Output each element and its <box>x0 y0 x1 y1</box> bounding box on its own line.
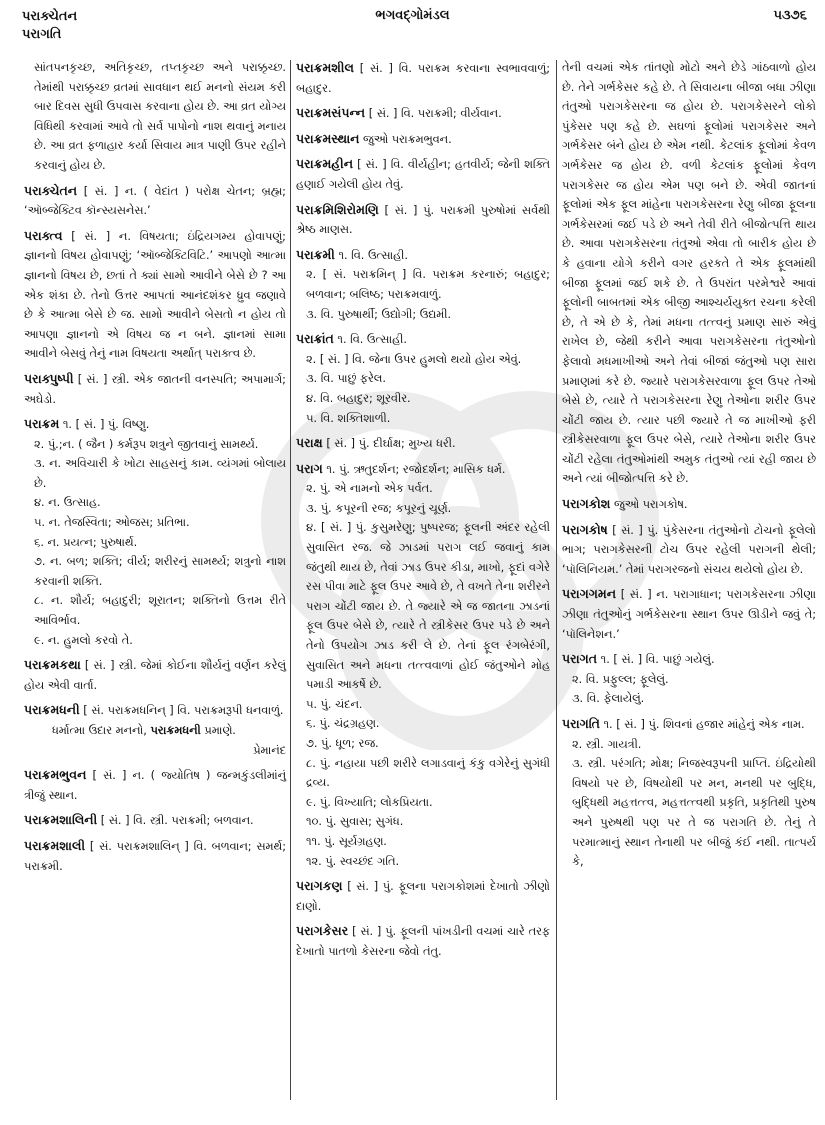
column-2 <box>296 58 550 1119</box>
dictionary-entry <box>24 414 286 650</box>
dictionary-entry <box>296 154 550 194</box>
headword: પરાક્ત્વ <box>24 227 63 243</box>
dictionary-entry <box>296 103 550 124</box>
dictionary-entry <box>562 520 816 580</box>
definition: ૧. વિ. ઉત્સાહી. <box>337 333 407 347</box>
definition: ૧. [ સં. ] વિ. પાછું ગયેલું. <box>600 653 715 667</box>
page-number: ૫૩૭૬ <box>773 8 807 23</box>
headword: પરાક્ચેતન <box>24 182 78 198</box>
headword: પરાક્રમ <box>24 416 60 432</box>
sub-sense: ૬. ન. પ્રયત્ન; પુરુષાર્થ. <box>34 535 138 549</box>
sub-sense: ૩. ન. અવિચારી કે ખોટા સાહસનું કામ. વ્યંગમાં બોલાય છે. <box>34 457 286 490</box>
definition: [ સં. ] પું. દીર્ઘાક્ષ; મુખ્ય ધરી. <box>326 437 456 451</box>
sub-sense: ૪. [ સં. ] પું. કુસુમરેણુ; પુષ્પરજ; ફૂલની અંદર રહેલી સુવાસિત રજ. જે ઝાડમાં પરાગ લઈ જવાનું કામ જંતુથી થાય છે, તેવાં ઝાડ ઉપર કીડા, માખો, ફૂદાં વગેરે રસ પીવા માટે ફૂલ ઉપર આવે છે, તે વખતે તેના શરીરને પરાગ ચોંટી જાય છે. તે જ્યારે એ જ જાતના ઝાડનાં ફૂલ ઉપર બેસે છે, ત્યારે તે સ્ત્રીકેસર ઉપર પડે છે અને તેનો ઉપયોગ ઝાડ કરી લે છે. તેનાં ફૂલ રંગબેરંગી, સુવાસિત અને મધના તત્ત્વવાળાં હોઈ જંતુઓને મોહ પમાડી આકર્ષે છે. <box>306 521 550 692</box>
sub-sense: ૮. ન. શૌર્ય; બહાદુરી; શૂરાતન; શક્તિનો ઉત્તમ રીતે આવિર્ભાવ. <box>34 594 286 628</box>
sub-sense: ૨. પું. એ નામનો એક પર્વત. <box>306 482 433 496</box>
sub-sense: ૧૧. પું. સૂર્યગ્રહણ. <box>306 834 387 848</box>
guide-word-last: પરાગતિ <box>22 27 62 42</box>
sub-sense: ૪. વિ. બહાદુર; શૂરવીર. <box>306 391 411 405</box>
definition: જુઓ પરાક્રમભુવન. <box>363 132 452 146</box>
column-divider <box>556 60 557 1100</box>
headword: પરાગ <box>296 460 323 476</box>
sub-sense: ૫. ન. તેજસ્વિતા; ઓજસ; પ્રતિભા. <box>34 516 190 530</box>
column-1 <box>24 58 286 1119</box>
sub-sense: ૨. [ સં. ] વિ. જેના ઉપર હુમલો થયો હોય એવું. <box>306 352 522 366</box>
headword: પરાક્રમશાલી <box>24 837 86 853</box>
dictionary-entry <box>296 129 550 150</box>
sub-sense: ૭. પું. ધૂળ; રજ. <box>306 737 379 750</box>
definition: [ સં. ] વિ. પરાક્રમી; વીર્યવાન. <box>368 107 502 121</box>
sub-sense: ૨. સ્ત્રી. ગાયત્રી. <box>572 737 642 751</box>
headword: પરાક્રમશીલ <box>296 60 354 75</box>
definition: [ સં. ] ન. ( વેદાંત ) પરોક્ષ ચેતન; બ્રહ્મ; ‘ઑબ્જેક્ટિવ કૉન્સ્યસનેસ.’ <box>24 184 286 218</box>
dictionary-entry <box>296 876 550 916</box>
sub-sense: ૩. વિ. ફેલાયેલું. <box>572 692 645 706</box>
headword: પરાક્રમભુવન <box>24 767 87 783</box>
definition: [ સં. ] પું. પરાક્રમી પુરુષોમાં સર્વથી શ્રેષ્ઠ માણસ. <box>296 203 550 237</box>
dictionary-entry <box>562 584 816 644</box>
definition: [ સં. ] ન. વિષયતા; ઇંદ્રિયગમ્ય હોવાપણું; જ્ઞાનનો વિષય હોવાપણું; ‘ઑબ્જેક્ટિવિટિ.’ આપણો આત્મા જ્ઞાનનો વિષય છે, છતાં તે ક્યાં સામો આવીને બેસે છે ? આ એક શંકા છે. તેનો ઉત્તર આપતાં આનંદશંકર ધ્રુવ જણાવે છે કે આત્મા બેસે છે જ. સામો આવીને બેસતો ન હોય તો આપણા જ્ઞાનનો એ વિષય જ ન બને. જ્ઞાનમાં સામા આવીને બેસવું તેનું નામ વિષયતા અર્થાત્ પરાક્ત્વ છે. <box>24 229 286 361</box>
dictionary-entry <box>562 494 816 515</box>
headword: પરાક્રમિશિરોમણિ <box>296 201 379 217</box>
definition: [ સં. ] પું. પુંકેસરના તંતુઓનો ટોચનો ફૂલેલો ભાગ; પરાગકેસરની ટોચ ઉપર રહેલી પરાગની થેલી; ‘પૉલિનિયમ.’ તેમાં પરાગરજનો સંચય થયેલો હોય છે. <box>562 523 816 576</box>
entry-list <box>562 494 816 872</box>
dictionary-entry <box>296 459 550 871</box>
sub-sense: ૩. વિ. પુરુષાર્થી; ઉદ્યોગી; ઉદ્યમી. <box>306 307 452 321</box>
definition: [ સં. ] સ્ત્રી. એક જાતની વનસ્પતિ; અપામાર્ગ; અઘેડો. <box>24 372 286 406</box>
sub-sense: ૨. વિ. પ્રફુલ્લ; ફૂલેલું. <box>572 672 669 686</box>
headword: પરાક્ષ <box>296 435 323 451</box>
guide-word-first: પરાક્ચેતન <box>22 9 78 24</box>
headword: પરાક્રમધની <box>24 702 80 718</box>
sub-sense: ૫. વિ. શક્તિશાળી. <box>306 411 391 425</box>
definition: [ સં. ] વિ. સ્ત્રી. પરાક્રમી; બળવાન. <box>100 814 254 828</box>
definition: જુઓ પરાગકોષ. <box>613 498 688 512</box>
sub-sense: ૩. વિ. પાછું ફરેલ. <box>306 372 386 386</box>
headword: પરાગકોશ <box>562 496 611 512</box>
sub-sense: ૯. ન. હુમલો કરવો તે. <box>34 633 133 647</box>
headword: પરાક્રમશાલિની <box>24 812 98 828</box>
headword: પરાક્રમસ્થાન <box>296 130 360 146</box>
continuation-text: સાંતપનકૃચ્છ, અતિકૃચ્છ, તપ્તકૃચ્છ અને પરાક્કૃચ્છ. તેમાંથી પરાક્કૃચ્છ વ્રતમાં સાવધાન થઈ મનનો સંયમ કરી બાર દિવસ સુધી ઉપવાસ કરવાના હોય છે. આ વ્રત યોગ્ય વિધિથી કરવામાં આવે તો સર્વ પાપોનો નાશ થવાનું મનાય છે. આ વ્રત ફળાહાર કર્યા સિવાય માત્ર પાણી ઉપર રહીને કરવાનું હોય છે. <box>34 61 286 172</box>
quote-text: પ્રમાણે. <box>200 724 236 737</box>
dictionary-entry <box>24 810 286 831</box>
dictionary-entry <box>24 765 286 805</box>
dictionary-entry <box>24 655 286 695</box>
definition: [ સં. ] ન. પરાગાધાન; પરાગકેસરના ઝીણા ઝીણા તંતુઓનું ગર્ભકેસરના સ્થાન ઉપર ઊડીને જવું તે; ‘પૉલિનેશન.’ <box>562 588 817 641</box>
dictionary-entry <box>24 836 286 876</box>
headword: પરાગકોષ <box>562 521 608 537</box>
headword: પરાક્રમકથા <box>24 657 81 673</box>
book-title: ભગવદ્ગોમંડલ <box>375 8 450 23</box>
definition: [ સં. ] પું. ફૂલની પાંખડીની વચમાં ચારે તરફ દેખાતો પાતળો કેસરના જેવો તંતુ. <box>296 925 551 958</box>
sub-sense: ૩. સ્ત્રી. પરંગતિ; મોક્ષ; નિજસ્વરૂપની પ્રાપ્તિ. ઇંદ્રિયોથી વિષયો પર છે, વિષયોથી પર મન, મનથી પર બુદ્ધિ, બુદ્ધિથી મહત્તત્ત્વ, મહત્તત્ત્વથી પ્રકૃતિ, પ્રકૃતિથી પુરુષ અને પુરુષથી પણ પર તે જ પરાગતિ છે. તેનું તે પરમાત્માનું સ્થાન તેનાથી પર બીજું કંઈ નથી. તાત્પર્ય કે, <box>572 757 816 869</box>
definition: ૧. [ સં. ] પું. શિવનાં હજાર માંહેનું એક નામ. <box>603 718 805 731</box>
continuation-text: તેની વચમાં એક તાંતણો મોટો અને છેડે ગાંઠવાળો હોય છે. તેને ગર્ભકેસર કહે છે. તે સિવાયના બીજા બધા ઝીણા તંતુઓ પરાગકેસરના જ હોય છે. પરાગકેસરને લોકો પુંકેસર પણ કહે છે. સઘળાં ફૂલોમાં પરાગકેસર અને ગર્ભકેસર બંને હોય છે એમ નથી. કેટલાંક ફૂલોમાં કેવળ ગર્ભકેસર જ હોય છે. વળી કેટલાંક ફૂલોમાં કેવળ પરાગકેસર જ હોય એમ પણ બને છે. એવી જાતનાં ફૂલોમાં એક ફૂલ માંહેના પરાગકેસરના રેણુ બીજા ફૂલના ગર્ભકેસરમાં જઈ પડે છે અને તેવી રીતે બીજોત્પત્તિ થાય છે. આવા પરાગકેસરના તંતુઓ એવા તો બારીક હોય છે કે હવાના યોગે કરીને વગર હરકતે તે એક ફૂલમાંથી બીજા ફૂલમાં જઈ શકે છે. તે ઉપરાંત પરમેશ્વરે આવાં ફૂલોની બાબતમાં એક બીજી આશ્ચર્યયુક્ત રચના કરેલી છે, તે એ છે કે, તેમાં મધના તત્ત્વનું પ્રમાણ સારું એવું રાખેલ છે, જેથી કરીને આવા પરાગકેસરના તંતુઓનો ફેલાવો મધમાખીઓ અને તેવાં બીજાં જંતુઓ પણ સારા પ્રમાણમાં કરે છે. જ્યારે પરાગકેસરવાળા ફૂલ ઉપર તેઓ બેસે છે, ત્યારે તે પરાગકેસરના રેણુ તેઓના શરીર ઉપર ચોંટી જાય છે. ત્યાર પછી જ્યારે તે જ માખીઓ ફરી સ્ત્રીકેસરવાળા ફૂલ ઉપર બેસે, ત્યારે તેઓના શરીર ઉપર ચોંટી રહેલા તંતુઓમાંથી અમુક તંતુઓ ત્યાં રહી જાય છે અને ત્યાં બીજોત્પત્તિ કરે છે. <box>562 61 816 486</box>
quote-source: પ્રેમાનંદ <box>253 743 286 757</box>
entry-list <box>296 58 550 962</box>
column-3 <box>562 58 816 1119</box>
sub-sense: ૯. પું. વિખ્યાતિ; લોકપ્રિયતા. <box>306 795 433 809</box>
sub-sense: ૭. ન. બળ; શક્તિ; વીર્ય; શરીરનું સામર્થ્ય; શત્રુનો નાશ કરવાની શક્તિ. <box>34 555 286 588</box>
dictionary-entry <box>562 649 816 709</box>
sub-sense: ૧૦. પું. સુવાસ; સુગંધ. <box>306 815 404 829</box>
definition: ૧. વિ. ઉત્સાહી. <box>338 248 408 262</box>
sub-sense: ૨. [ સં. પરાક્રમિન્ ] વિ. પરાક્રમ કરનારું; બહાદુર; બળવાન; બલિષ્ઠ; પરાક્રમવાળું. <box>306 268 550 301</box>
dictionary-entry <box>24 181 286 221</box>
headword: પરાક્પુષ્પી <box>24 370 74 386</box>
dictionary-entry <box>562 714 816 872</box>
entry-list <box>24 181 286 877</box>
column-divider <box>290 60 291 1100</box>
headword: પરાગત <box>562 651 598 667</box>
citation-quote <box>24 721 286 741</box>
headword: પરાક્રાંત <box>296 331 334 347</box>
dictionary-entry <box>24 226 286 364</box>
sub-sense: ૪. ન. ઉત્સાહ. <box>34 496 101 510</box>
quote-headword: પરાક્રમધની <box>150 724 201 737</box>
headword: પરાક્રમી <box>296 246 335 262</box>
sub-sense: ૮. પું. નહાયા પછી શરીરે લગાડવાનું કંકુ વગેરેનું સુગંધી દ્રવ્ય. <box>306 756 550 790</box>
headword: પરાગકેસર <box>296 923 349 939</box>
dictionary-entry <box>296 58 550 98</box>
definition: ૧. [ સં. ] પું. વિષ્ણુ. <box>62 418 150 432</box>
dictionary-entry <box>296 433 550 454</box>
sub-sense: ૫. પું. ચંદન. <box>306 697 363 711</box>
sub-sense: ૧૨. પું. સ્વચ્છંદ ગતિ. <box>306 854 400 868</box>
dictionary-entry <box>296 200 550 240</box>
definition: [ સં. પરાક્રમધનિન્ ] વિ. પરાક્રમરૂપી ધનવાળું. <box>83 704 284 718</box>
definition: [ સં. પરાક્રમશાલિન્ ] વિ. બળવાન; સમર્થ; પરાક્રમી. <box>24 839 287 873</box>
dictionary-entry <box>296 245 550 324</box>
dictionary-entry <box>296 329 550 428</box>
definition: ૧. પું. ઋતુદર્શન; રજોદર્શન; માસિક ધર્મ. <box>326 462 506 476</box>
headword: પરાગકણ <box>296 878 343 894</box>
dictionary-entry <box>296 921 550 961</box>
definition: [ સં. ] વિ. વીર્યહીન; હતવીર્ય; જેની શક્તિ હણાઈ ગયેલી હોય તેવું. <box>296 158 550 191</box>
definition: [ સં. ] ન. ( જ્યોતિષ ) જન્મકુંડલીમાંનું ત્રીજું સ્થાન. <box>24 769 287 802</box>
sub-sense: ૩. પું. કપૂરની રજ; કપૂરનું ચૂર્ણ. <box>306 501 452 515</box>
dictionary-entry <box>24 369 286 409</box>
dictionary-entry <box>24 700 286 760</box>
sub-sense: ૨. પું.;ન. ( જૈન ) કર્મરૂપ શત્રુને જીતવાનું સામર્થ્ય. <box>34 437 259 451</box>
headword: પરાક્રમસંપન્ન <box>296 105 366 121</box>
headword: પરાગતિ <box>562 716 600 731</box>
definition: [ સં. ] સ્ત્રી. જેમાં કોઈના શૌર્યનું વર્ણન કરેલું હોય એવી વાર્તા. <box>24 659 286 692</box>
headword: પરાક્રમહીન <box>296 156 354 172</box>
sub-sense: ૬. પું. ચંદ્રગ્રહણ. <box>306 717 380 731</box>
headword: પરાગગમન <box>562 586 617 602</box>
definition: [ સં. ] પું. ફૂલના પરાગકોશમાં દેખાતો ઝીણો દાણો. <box>296 880 551 913</box>
definition: [ સં. ] વિ. પરાક્રમ કરવાના સ્વભાવવાળું; બહાદુર. <box>296 62 550 95</box>
quote-text: ધર્માત્મા ઉદાર મનનો, <box>52 724 151 737</box>
